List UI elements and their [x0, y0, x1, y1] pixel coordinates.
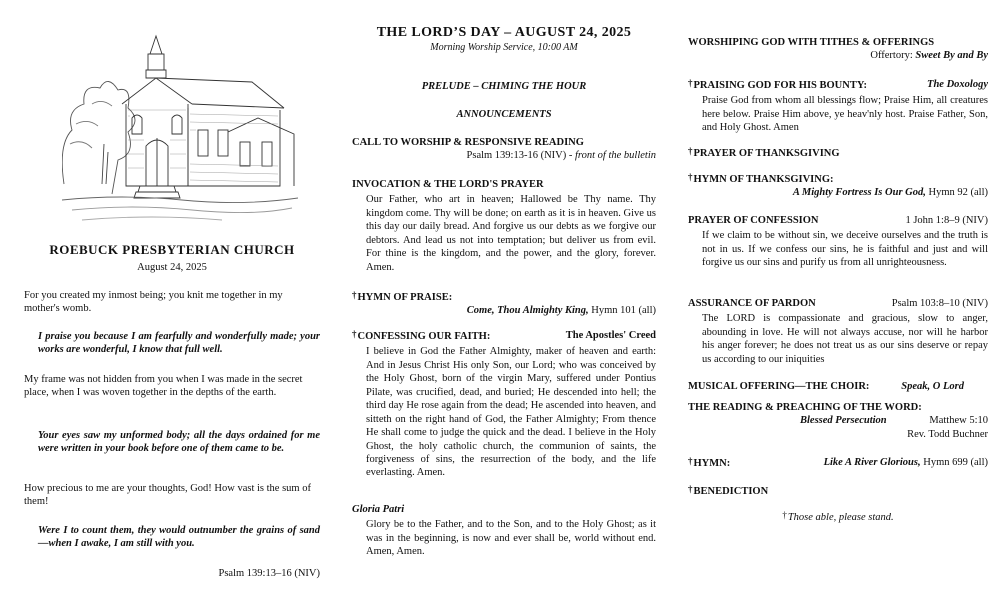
offertory-line: [688, 49, 988, 62]
apostles-creed-text: I believe in God the Father Almighty, maker of heaven and earth: And in Jesus Christ His only Son, our Lord; who was conceived by the Holy Ghost, born of the virgin Mary, suffered under Pontius Pilate, was crucified, dead, and buried; He descended into hell; the third day He rose again from the dead; He ascended into heaven, and sitteth on the right hand of God, the Father Almighty; From thence He shall come to judge the quick and the dead. I believe in the Holy Ghost, the holy catholic church, the communion of saints, the forgiveness of sins, the resurrection of the body, and the life everlasting. Amen.: [366, 346, 656, 479]
stand-dagger-icon: †: [688, 484, 693, 494]
stand-dagger-icon: †: [688, 78, 693, 88]
confession-of-faith-heading: [352, 329, 656, 343]
prayer-of-confession-section: [688, 214, 988, 270]
confession-of-faith-label: CONFESSING OUR FAITH:: [357, 331, 491, 342]
creed-name: The Apostles' Creed: [565, 330, 656, 341]
confession-reference: 1 John 1:8–9 (NIV): [905, 215, 988, 226]
thanksgiving-hymn-label: HYMN OF THANKSGIVING:: [693, 174, 834, 185]
call-ref-text: Psalm 139:13-16 (NIV) -: [466, 150, 576, 162]
gloria-patri-heading: Gloria Patri: [352, 504, 405, 515]
call-to-worship-reference: [352, 149, 656, 162]
closing-hymn-number: Hymn 699 (all): [920, 457, 988, 468]
stand-dagger-icon: †: [688, 146, 693, 156]
tithes-section: [688, 36, 988, 63]
pardon-label: ASSURANCE OF PARDON: [688, 298, 816, 309]
call-to-worship-heading: CALL TO WORSHIP & RESPONSIVE READING: [352, 137, 584, 148]
pardon-text: The LORD is compassionate and gracious, slow to anger, abounding in love. He will not always accuse, nor will he harbor his anger forever; he does not treat us as our sins deserve or repay us according to our iniquities: [702, 313, 988, 365]
invocation-heading: INVOCATION & THE LORD'S PRAYER: [352, 179, 544, 190]
scripture-paragraph-3: How precious to me are your thoughts, God! How vast is the sum of them!: [24, 483, 311, 508]
prayer-of-confession-heading: [688, 214, 988, 227]
sermon-heading: THE READING & PREACHING OF THE WORD:: [688, 402, 922, 413]
sermon-section: [688, 401, 988, 441]
prayer-of-thanksgiving-section: [688, 146, 988, 160]
call-to-worship-section: [352, 136, 656, 163]
benediction-heading: [688, 484, 988, 498]
scripture-quote-3: Were I to count them, they would outnumber the grains of sand—when I awake, I am still with you.: [38, 525, 320, 550]
hymn-of-praise-section: [352, 290, 656, 318]
sermon-title-line: [688, 414, 988, 427]
bounty-label: PRAISING GOD FOR HIS BOUNTY:: [693, 80, 867, 91]
scripture-paragraph-2: My frame was not hidden from you when I was made in the secret place, when I was woven together in the depths of the earth.: [24, 374, 303, 399]
stand-dagger-icon: †: [688, 172, 693, 182]
hymn-of-praise-number: Hymn 101 (all): [588, 305, 656, 317]
anthem-title: Speak, O Lord: [901, 381, 964, 392]
pardon-reference: Psalm 103:8–10 (NIV): [891, 298, 988, 309]
announcements-item: ANNOUNCEMENTS: [456, 109, 552, 120]
benediction-label: BENEDICTION: [693, 486, 769, 497]
church-name: ROEBUCK PRESBYTERIAN CHURCH: [49, 242, 295, 257]
confession-label: PRAYER OF CONFESSION: [688, 215, 819, 226]
sermon-reference: Matthew 5:10: [929, 415, 988, 427]
invocation-section: [352, 178, 656, 274]
offertory-label: Offertory:: [870, 50, 916, 62]
scripture-quote-1: I praise you because I am fearfully and wonderfully made; your works are wonderful, I know that full well.: [38, 331, 320, 356]
thanksgiving-prayer-label: PRAYER OF THANKSGIVING: [693, 148, 840, 159]
doxology-section: [688, 78, 988, 135]
closing-hymn-label: HYMN:: [693, 458, 731, 469]
lords-prayer-text: Our Father, who art in heaven; Hallowed be Thy name. Thy kingdom come. Thy will be done; on earth as it is in heaven. Give us this day our daily bread. And forgive us our debts as we forgive our debtors. And lead us not into temptation; but deliver us from evil. For thine is the kingdom, and the power, and the glory, forever. Amen.: [366, 194, 656, 273]
sermon-title: Blessed Persecution: [800, 415, 887, 427]
hymn-of-thanksgiving-heading: [688, 172, 988, 186]
stand-dagger-icon: †: [352, 290, 357, 300]
gloria-patri-section: [352, 503, 656, 559]
doxology-title: The Doxology: [927, 79, 988, 90]
hymn-of-praise-label: HYMN OF PRAISE:: [357, 292, 453, 303]
musical-offering-label: MUSICAL OFFERING—THE CHOIR:: [688, 381, 870, 392]
closing-hymn-line: [688, 456, 988, 470]
confession-of-faith-section: [352, 329, 656, 480]
stand-dagger-icon: †: [352, 329, 357, 339]
prelude-item: PRELUDE – CHIMING THE HOUR: [421, 81, 587, 92]
closing-hymn-section: [688, 456, 988, 470]
thanksgiving-hymn-title: A Mighty Fortress Is Our God,: [792, 187, 926, 199]
doxology-text: Praise God from whom all blessings flow; Praise Him, all creatures here below. Praise Him above, ye heav'nly host. Praise Father, Son, and Holy Ghost. Amen: [702, 95, 988, 134]
stand-note-text: Those able, please stand.: [787, 512, 894, 523]
scripture-paragraph-1: For you created my inmost being; you knit me together in my mother's womb.: [24, 290, 283, 315]
benediction-section: [688, 484, 988, 498]
hymn-of-praise-title: Come, Thou Almighty King,: [466, 305, 589, 317]
church-date: August 24, 2025: [137, 262, 207, 273]
thanksgiving-hymn-number: Hymn 92 (all): [925, 187, 988, 199]
assurance-of-pardon-heading: [688, 297, 988, 310]
prayer-of-thanksgiving-heading: [688, 146, 988, 160]
gloria-patri-text: Glory be to the Father, and to the Son, and to the Holy Ghost; as it was in the beginning, is now and ever shall be, world without end. Amen, Amen.: [366, 519, 656, 558]
hymn-of-praise-heading: [352, 290, 656, 304]
hymn-of-thanksgiving-section: [688, 172, 988, 200]
confession-text: If we claim to be without sin, we deceive ourselves and the truth is not in us. If we confess our sins, he is faithful and just and will forgive us our sins and purify us from all unrighteousness.: [702, 230, 988, 269]
scripture-citation: Psalm 139:13–16 (NIV): [218, 568, 320, 579]
doxology-heading: [688, 78, 988, 92]
service-title: THE LORD’S DAY – AUGUST 24, 2025: [376, 25, 632, 40]
assurance-of-pardon-section: [688, 297, 988, 366]
church-illustration: [62, 34, 298, 230]
stand-note: [688, 510, 988, 524]
musical-offering-section: [688, 380, 988, 393]
hymn-of-praise-detail: [352, 304, 656, 317]
stand-dagger-icon: †: [688, 456, 693, 466]
service-time: Morning Worship Service, 10:00 AM: [430, 42, 578, 53]
scripture-quote-2: Your eyes saw my unformed body; all the days ordained for me were written in your book before one of them came to be.: [38, 430, 320, 455]
offertory-title: Sweet By and By: [915, 50, 988, 62]
stand-dagger-icon: †: [782, 510, 787, 520]
musical-offering-heading: [688, 380, 988, 393]
call-ref-note: front of the bulletin: [575, 150, 656, 162]
preacher-name: Rev. Todd Buchner: [907, 428, 988, 440]
thanksgiving-hymn-detail: [688, 186, 988, 199]
closing-hymn-title: Like A River Glorious,: [823, 457, 921, 468]
tithes-heading: WORSHIPING GOD WITH TITHES & OFFERINGS: [688, 37, 935, 48]
